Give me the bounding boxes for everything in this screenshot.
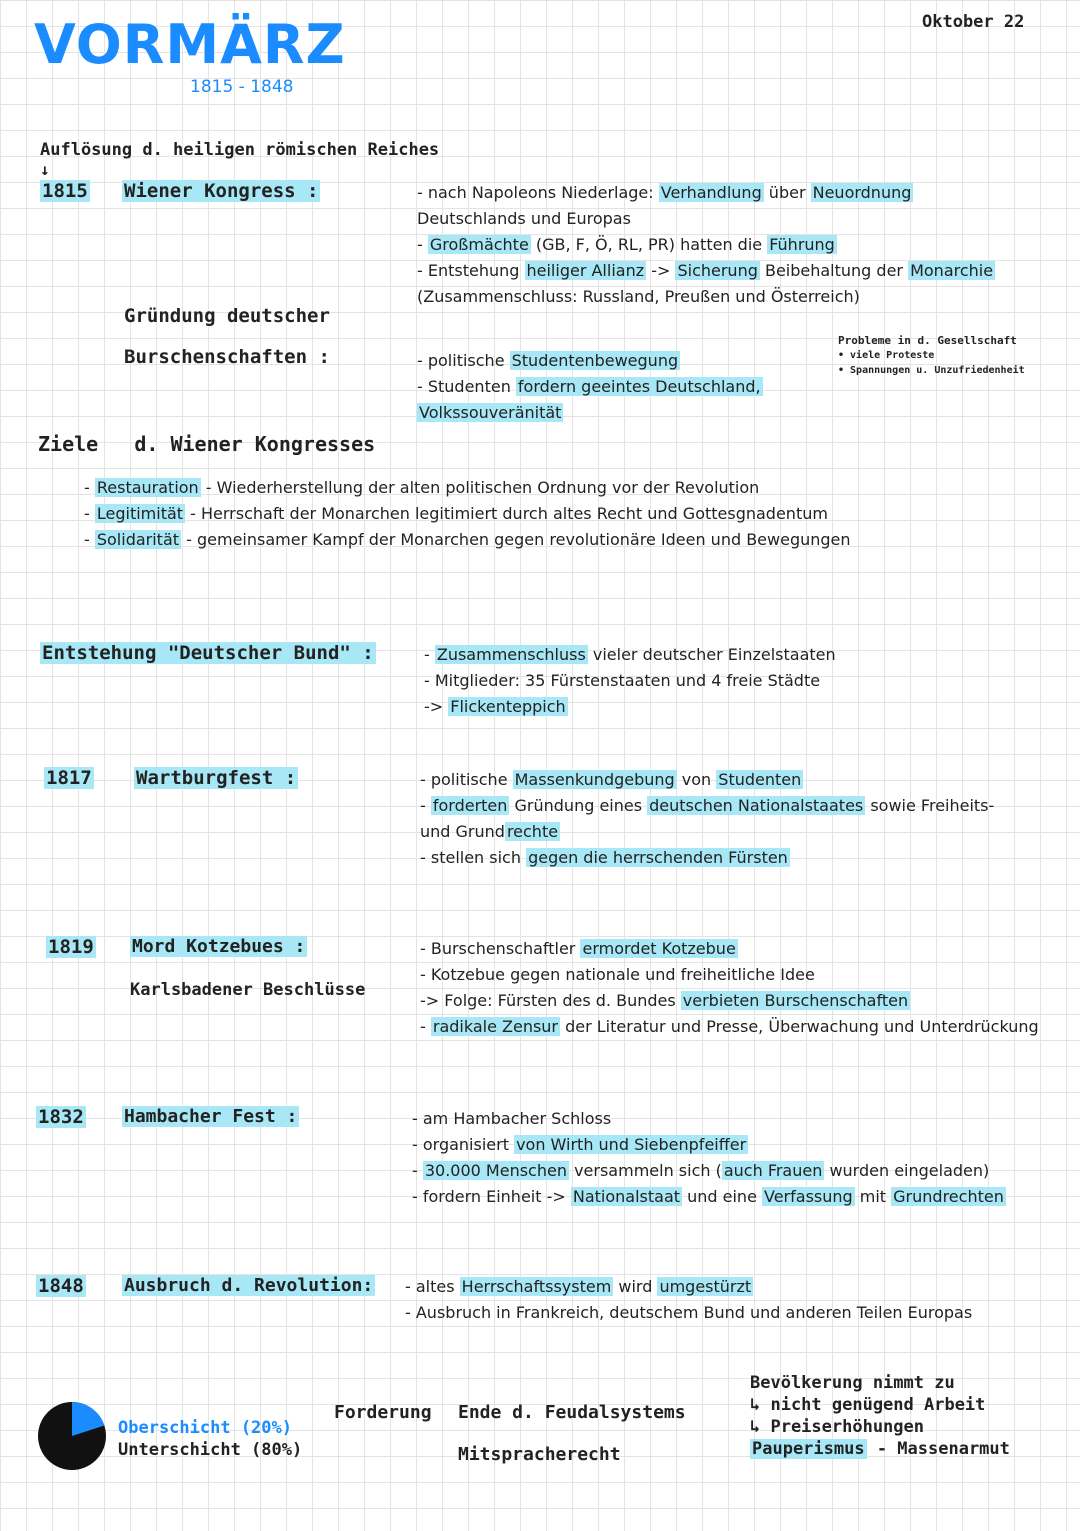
page-date: Oktober 22 — [922, 12, 1025, 32]
note-text: - politische — [417, 351, 510, 370]
note-text: - — [417, 235, 428, 254]
highlighted-term: Verfassung — [764, 1187, 853, 1206]
highlighted-term: Flickenteppich — [450, 697, 566, 716]
note-line — [420, 936, 1039, 962]
notes-burschenschaften — [417, 348, 763, 426]
highlighted-term: Restauration — [96, 478, 199, 497]
note-text: -> — [646, 261, 676, 280]
highlighted-term: Verhandlung — [660, 183, 762, 202]
note-line — [420, 1014, 1039, 1040]
note-text: vieler deutscher Einzelstaaten — [587, 645, 836, 664]
note-line — [84, 475, 851, 501]
note-text: - Ausbruch in Frankreich, deutschem Bund und anderen Teilen Europas — [405, 1303, 973, 1322]
note-text: - Entstehung — [417, 261, 525, 280]
note-line — [417, 180, 995, 206]
highlighted-term: radikale Zensur — [432, 1017, 559, 1036]
notes-1848 — [405, 1274, 972, 1326]
note-text: - Wiederherstellung der alten politischen Ordnung vor der Revolution — [200, 478, 760, 497]
highlighted-term: umgestürzt — [659, 1277, 752, 1296]
note-text: - altes — [405, 1277, 460, 1296]
year-1815: 1815 — [42, 180, 88, 202]
note-text: (Zusammenschluss: Russland, Preußen und Österreich) — [417, 287, 860, 306]
note-text: mit — [854, 1187, 892, 1206]
side-note-item: • Spannungen u. Unzufriedenheit — [838, 365, 1025, 376]
highlighted-term: Grundrechten — [893, 1187, 1004, 1206]
highlighted-term: Nationalstaat — [572, 1187, 681, 1206]
note-text: - — [84, 504, 95, 523]
title-years: 1815 - 1848 — [190, 77, 294, 97]
note-line: Bevölkerung nimmt zu — [750, 1373, 955, 1393]
note-line — [424, 694, 836, 720]
highlighted-term: Volkssouveränität — [419, 403, 562, 422]
highlighted-term: Studentenbewegung — [511, 351, 679, 370]
highlighted-term: Großmächte — [429, 235, 529, 254]
note-text: - fordern Einheit -> — [412, 1187, 571, 1206]
label-forderung: Forderung — [334, 1402, 432, 1423]
note-line — [420, 988, 1039, 1014]
note-line — [420, 962, 1039, 988]
note-text: - nach Napoleons Niederlage: — [417, 183, 659, 202]
notes-1832 — [412, 1106, 1006, 1210]
note-line — [412, 1132, 1006, 1158]
note-text: - Kotzebue gegen nationale und freiheitliche Idee — [420, 965, 815, 984]
notes-deutscher-bund — [424, 642, 836, 720]
note-text: von — [676, 770, 717, 789]
note-line — [417, 400, 763, 426]
note-text: - organisiert — [412, 1135, 515, 1154]
highlighted-term: gegen die herrschenden Fürsten — [528, 848, 788, 867]
notes-1815 — [417, 180, 995, 310]
society-pie-chart — [36, 1400, 108, 1472]
highlighted-term: Sicherung — [677, 261, 758, 280]
intro-line: Auflösung d. heiligen römischen Reiches — [40, 140, 440, 160]
note-line — [417, 374, 763, 400]
note-text: -> — [424, 697, 449, 716]
note-text: - am Hambacher Schloss — [412, 1109, 612, 1128]
note-line — [417, 258, 995, 284]
note-line — [424, 642, 836, 668]
highlighted-term: von Wirth und Siebenpfeiffer — [516, 1135, 747, 1154]
note-text: - — [412, 1161, 423, 1180]
notes-1817 — [420, 767, 994, 871]
heading-mord-kotzebues: Mord Kotzebues : — [132, 936, 306, 957]
heading-wiener-kongress: Wiener Kongress : — [124, 180, 319, 202]
note-line — [420, 845, 994, 871]
note-line — [417, 284, 995, 310]
note-text: - stellen sich — [420, 848, 527, 867]
note-line — [412, 1184, 1006, 1210]
note-text: - — [420, 796, 431, 815]
note-bevoelkerung — [750, 1372, 1010, 1460]
highlighted-term: Führung — [769, 235, 835, 254]
page-title: VORMÄRZ — [34, 13, 346, 76]
highlighted-term: Herrschaftssystem — [461, 1277, 612, 1296]
note-text: - Burschenschaftler — [420, 939, 581, 958]
demand-feudalsystem: Ende d. Feudalsystems — [458, 1402, 686, 1423]
year-1819: 1819 — [48, 936, 94, 958]
highlighted-term: fordern geeintes Deutschland, — [517, 377, 761, 396]
note-line — [417, 232, 995, 258]
year-1848: 1848 — [38, 1275, 84, 1297]
note-line — [417, 348, 763, 374]
heading-karlsbadener-beschluesse: Karlsbadener Beschlüsse — [130, 980, 366, 1000]
note-line: ↳ nicht genügend Arbeit — [750, 1395, 986, 1415]
note-text: - Studenten — [417, 377, 516, 396]
note-text: (GB, F, Ö, RL, PR) hatten die — [530, 235, 768, 254]
pie-label-oberschicht: Oberschicht (20%) — [118, 1418, 292, 1438]
heading-ziele: Ziele d. Wiener Kongresses — [38, 432, 376, 456]
note-text: - — [84, 478, 95, 497]
note-line — [412, 1158, 1006, 1184]
demand-mitspracherecht: Mitspracherecht — [458, 1444, 621, 1465]
highlighted-term: Massenkundgebung — [514, 770, 675, 789]
heading-burschenschaften-2: Burschenschaften : — [124, 346, 330, 368]
highlighted-term: Neuordnung — [812, 183, 912, 202]
note-line — [420, 819, 994, 845]
note-text: - — [424, 645, 435, 664]
highlighted-term: rechte — [506, 822, 559, 841]
highlighted-term: auch Frauen — [723, 1161, 823, 1180]
year-1832: 1832 — [38, 1106, 84, 1128]
highlighted-term: Zusammenschluss — [436, 645, 586, 664]
notes-1819 — [420, 936, 1039, 1040]
pie-label-unterschicht: Unterschicht (80%) — [118, 1440, 303, 1460]
note-text: - Mitglieder: 35 Fürstenstaaten und 4 freie Städte — [424, 671, 821, 690]
note-line — [405, 1274, 972, 1300]
note-text: - — [420, 1017, 431, 1036]
note-text: - gemeinsamer Kampf der Monarchen gegen revolutionäre Ideen und Bewegungen — [181, 530, 851, 549]
heading-wartburgfest: Wartburgfest : — [136, 767, 297, 789]
note-text: sowie Freiheits- — [865, 796, 995, 815]
side-note-item: • viele Proteste — [838, 350, 935, 361]
down-arrow-icon: ↓ — [40, 160, 50, 179]
year-1817: 1817 — [46, 767, 92, 789]
side-note-probleme — [838, 333, 1025, 378]
note-line — [405, 1300, 972, 1326]
highlighted-term: heiliger Allianz — [526, 261, 645, 280]
note-text: - — [84, 530, 95, 549]
heading-ausbruch-revolution: Ausbruch d. Revolution: — [124, 1275, 374, 1296]
note-line: ↳ Preiserhöhungen — [750, 1417, 924, 1437]
note-line — [417, 206, 995, 232]
note-text: - Herrschaft der Monarchen legitimiert durch altes Recht und Gottesgnadentum — [185, 504, 828, 523]
note-text: -> Folge: Fürsten des d. Bundes — [420, 991, 681, 1010]
highlighted-term: forderten — [432, 796, 508, 815]
note-text: - politische — [420, 770, 513, 789]
note-text: Gründung eines — [509, 796, 648, 815]
note-line — [412, 1106, 1006, 1132]
side-note-title: Probleme in d. Gesellschaft — [838, 334, 1017, 347]
highlighted-term: verbieten Burschenschaften — [682, 991, 909, 1010]
note-text: der Literatur und Presse, Überwachung und Unterdrückung — [560, 1017, 1039, 1036]
note-line-pauperismus: Pauperismus - Massenarmut — [752, 1439, 1010, 1459]
highlighted-term: Solidarität — [96, 530, 180, 549]
note-text: Beibehaltung der — [759, 261, 909, 280]
highlighted-term: ermordet Kotzebue — [582, 939, 736, 958]
note-line — [84, 527, 851, 553]
heading-deutscher-bund: Entstehung "Deutscher Bund" : — [42, 642, 374, 664]
note-text: über — [763, 183, 811, 202]
note-text: versammeln sich ( — [568, 1161, 722, 1180]
note-line — [424, 668, 836, 694]
heading-burschenschaften-1: Gründung deutscher — [124, 305, 330, 327]
highlighted-term: Monarchie — [910, 261, 994, 280]
note-text: und Grund — [420, 822, 505, 841]
note-text: Deutschlands und Europas — [417, 209, 631, 228]
highlighted-term: Studenten — [718, 770, 802, 789]
note-line — [84, 501, 851, 527]
note-text: und eine — [682, 1187, 762, 1206]
note-line — [420, 767, 994, 793]
highlighted-term: deutschen Nationalstaates — [649, 796, 864, 815]
note-text: wird — [613, 1277, 658, 1296]
heading-hambacher-fest: Hambacher Fest : — [124, 1106, 298, 1127]
highlighted-term: 30.000 Menschen — [424, 1161, 567, 1180]
note-text: wurden eingeladen) — [824, 1161, 990, 1180]
highlighted-term: Legitimität — [96, 504, 184, 523]
note-line — [420, 793, 994, 819]
ziele-list — [84, 475, 851, 553]
